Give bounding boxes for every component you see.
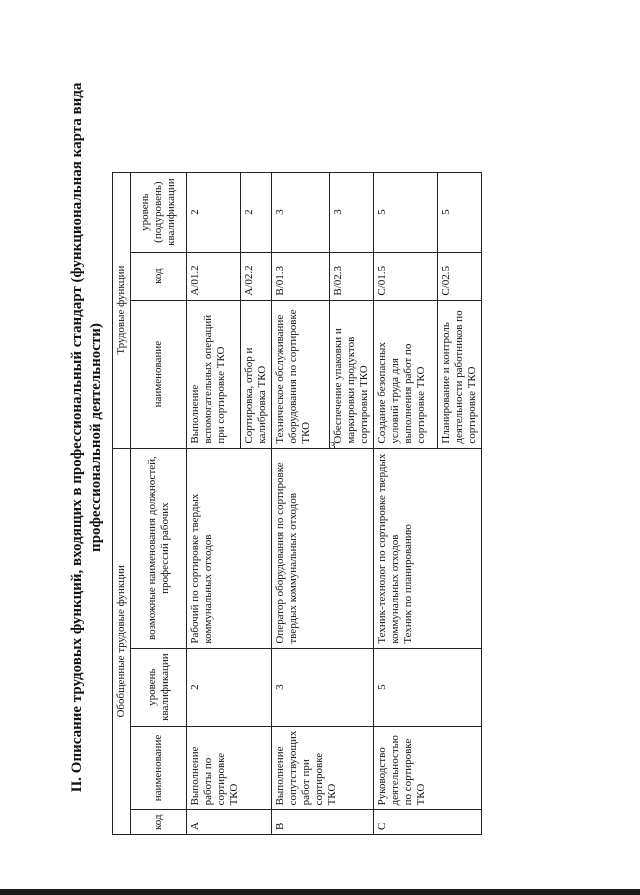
gen-code-cell: A <box>187 810 272 835</box>
fn-code-cell: C/02.5 <box>438 252 482 300</box>
document-title <box>68 50 106 825</box>
qual-level-header: уровень квалификации <box>131 648 187 726</box>
positions-cell <box>374 448 482 648</box>
name-header: наименование <box>131 726 187 810</box>
gen-name-cell: Выполнение работы по сортировке ТКО <box>187 726 272 810</box>
fn-code-cell: A/01.2 <box>187 252 241 300</box>
gen-code-cell: C <box>374 810 482 835</box>
title-line-1: II. Описание трудовых функций, входящих в профессиональный стандарт (функциональная карта вида <box>69 82 85 793</box>
code-header: код <box>131 810 187 835</box>
fn-level-cell: 3 <box>272 172 330 252</box>
gen-code-cell: B <box>272 810 374 835</box>
fn-code-cell: A/02.2 <box>241 252 272 300</box>
gen-level-cell: 2 <box>187 648 272 726</box>
generalized-functions-header: Обобщенные трудовые функции <box>113 448 131 834</box>
position-line: Техник по планированию <box>402 524 414 644</box>
fn-code-header: код <box>131 252 187 300</box>
header-row-2 <box>131 172 187 834</box>
fn-level-cell: 2 <box>241 172 272 252</box>
possible-titles-header: возможные наименования должностей, профессий рабочих <box>131 448 187 648</box>
fn-code-cell: B/02.3 <box>330 252 374 300</box>
page-number: 3 <box>330 440 336 452</box>
rotated-sheet <box>68 40 528 835</box>
fn-name-cell: Обеспечение упаковки и маркировки продуктов сортировки ТКО <box>330 300 374 448</box>
table-row <box>374 172 438 834</box>
fn-level-cell: 2 <box>187 172 241 252</box>
functional-map-table <box>112 172 482 835</box>
fn-name-cell: Планирование и контроль деятельности работников по сортировке ТКО <box>438 300 482 448</box>
fn-level-header: уровень (подуровень) квалификации <box>131 172 187 252</box>
fn-code-cell: C/01.5 <box>374 252 438 300</box>
title-line-2: профессиональной деятельности) <box>88 323 104 552</box>
fn-level-cell: 5 <box>438 172 482 252</box>
position-line: Техник-технолог по сортировке твердых коммунальных отходов <box>376 453 401 644</box>
fn-name-cell: Сортировка, отбор и калибровка ТКО <box>241 300 272 448</box>
scan-bottom-edge <box>0 889 640 895</box>
gen-name-cell: Руководство деятельностью по сортировке ТКО <box>374 726 482 810</box>
fn-level-cell: 3 <box>330 172 374 252</box>
fn-code-cell: B/01.3 <box>272 252 330 300</box>
fn-level-cell: 5 <box>374 172 438 252</box>
header-row-1 <box>113 172 131 834</box>
fn-name-cell: Техническое обслуживание оборудования по сортировке ТКО <box>272 300 330 448</box>
gen-level-cell: 5 <box>374 648 482 726</box>
fn-name-cell: Выполнение вспомогательных операций при сортировке ТКО <box>187 300 241 448</box>
gen-level-cell: 3 <box>272 648 374 726</box>
fn-name-header: наименование <box>131 300 187 448</box>
positions-cell: Рабочий по сортировке твердых коммунальных отходов <box>187 448 272 648</box>
fn-name-cell: Создание безопасных условий труда для выполнения работ по сортировке ТКО <box>374 300 438 448</box>
table-row <box>272 172 330 834</box>
table-row <box>187 172 241 834</box>
positions-cell: Оператор оборудования по сортировке твердых коммунальных отходов <box>272 448 374 648</box>
labor-functions-header: Трудовые функции <box>113 172 131 448</box>
gen-name-cell: Выполнение сопутствующих работ при сортировке ТКО <box>272 726 374 810</box>
